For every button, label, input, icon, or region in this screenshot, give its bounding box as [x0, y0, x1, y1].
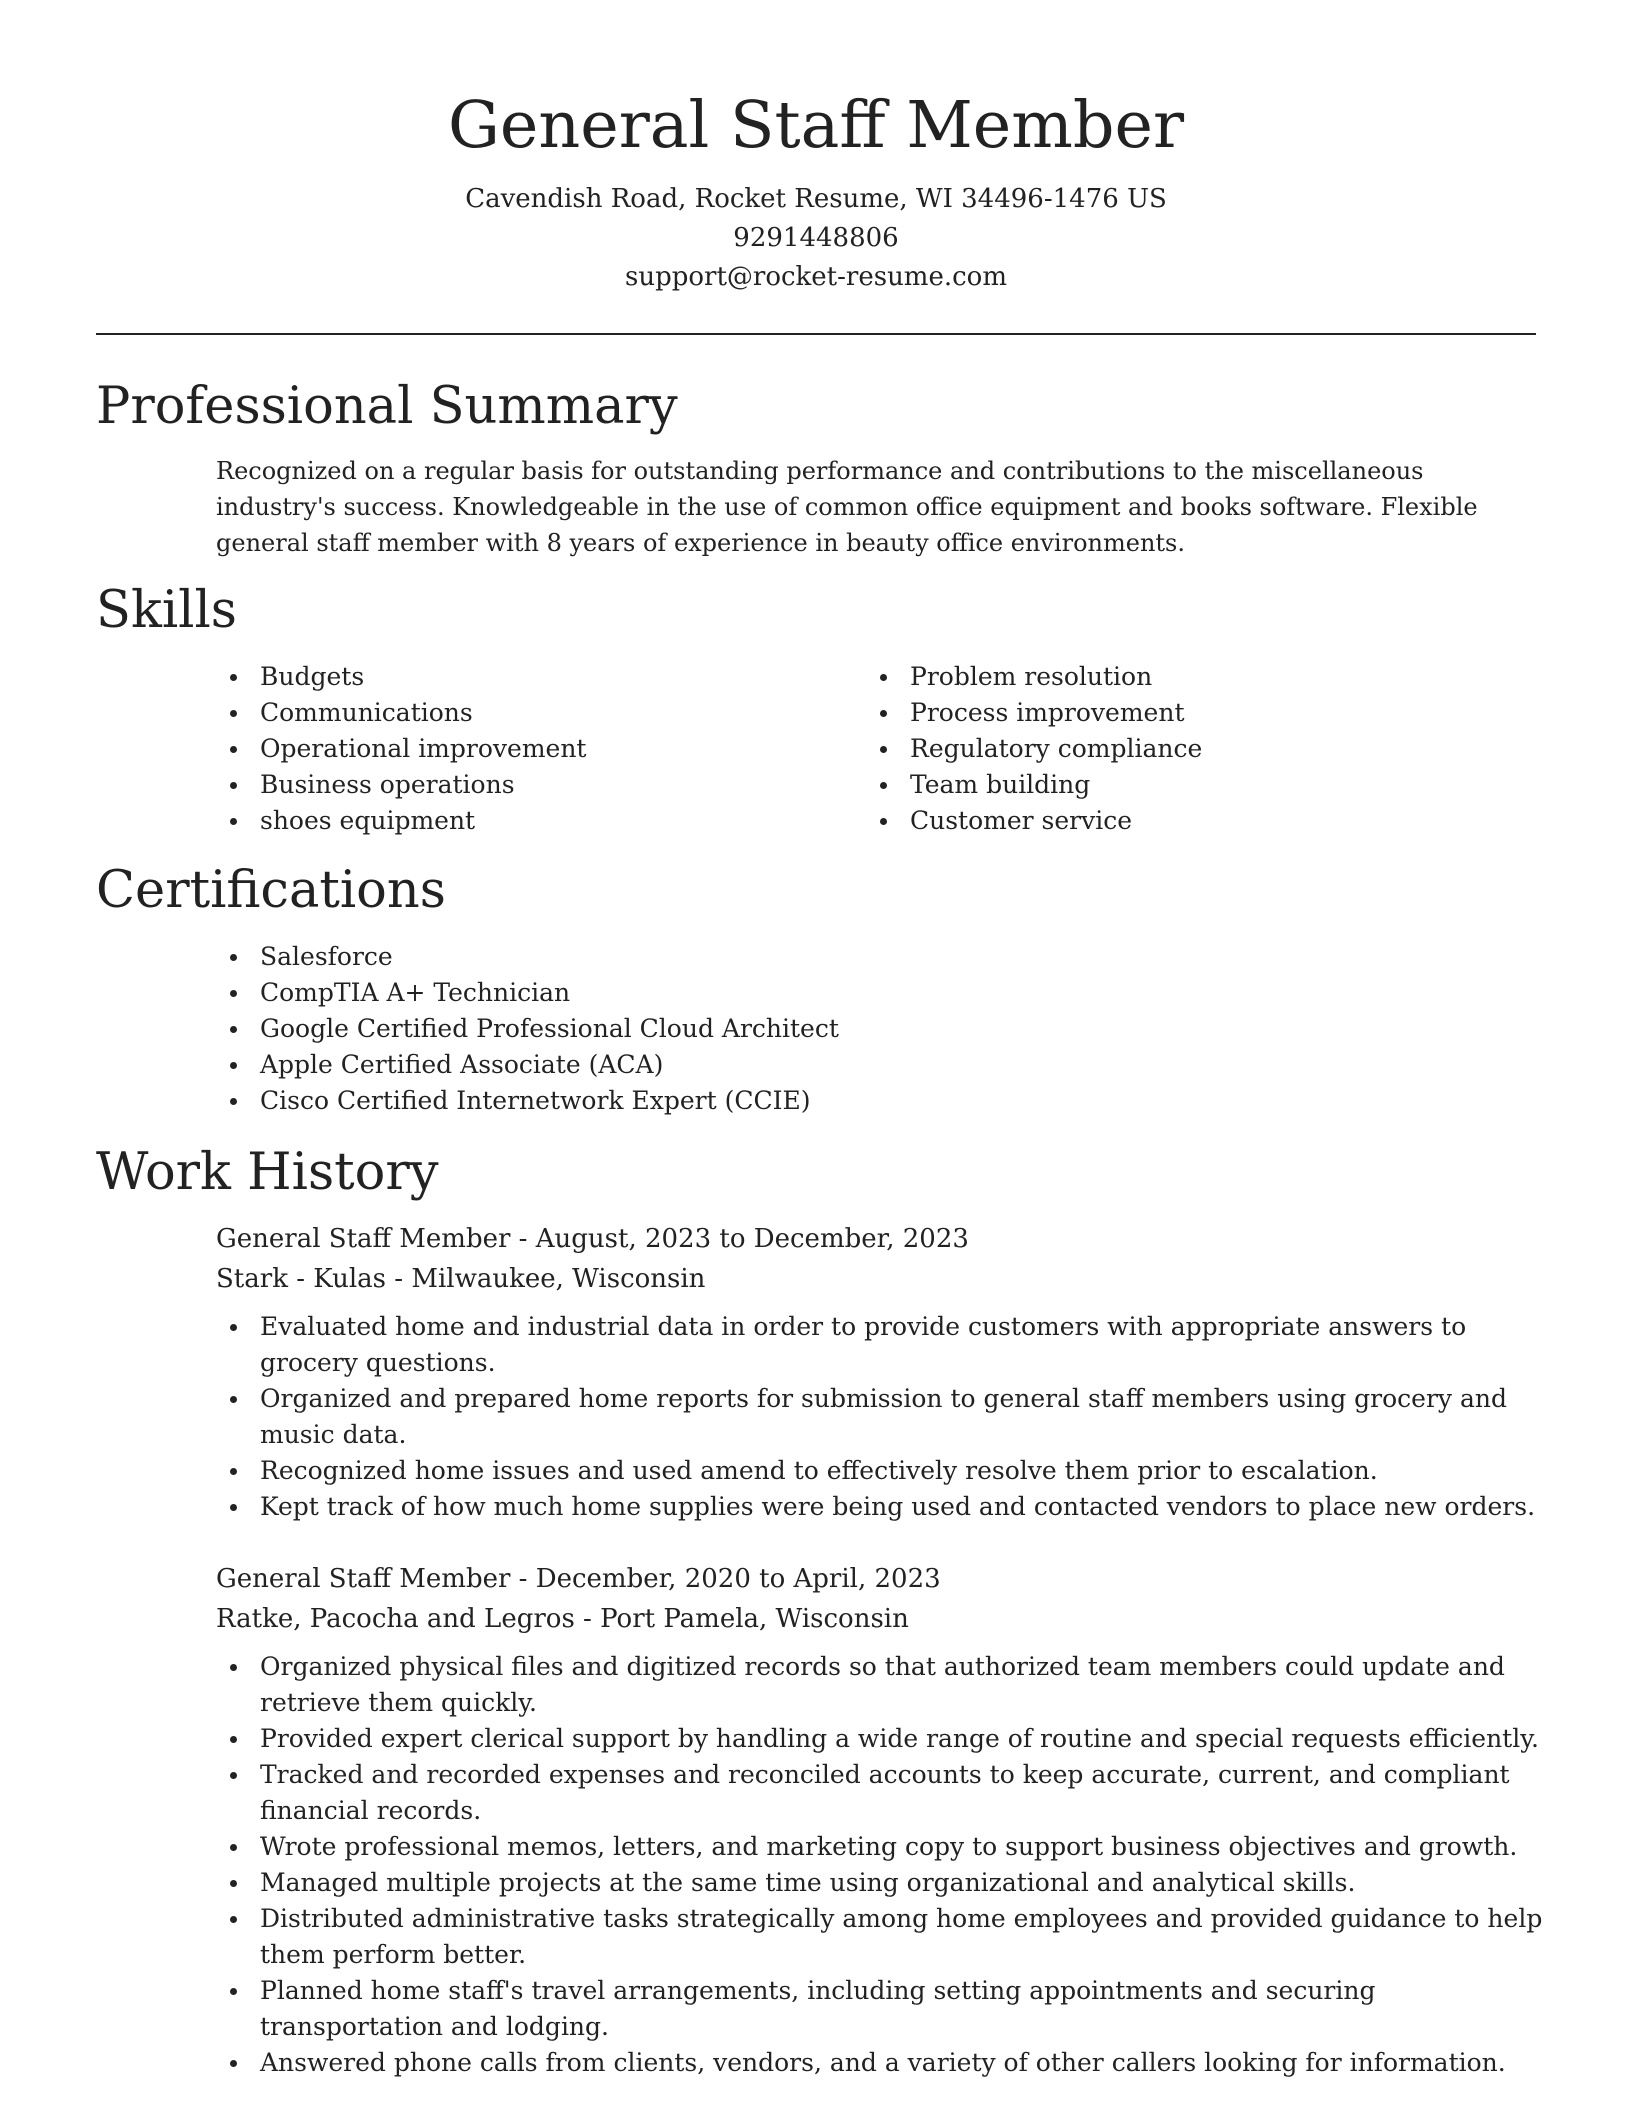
job-bullet: Planned home staff's travel arrangements, including setting appointments and securing transportation and lodging.: [96, 1973, 1546, 2045]
job-entry: [216, 1219, 1546, 1525]
resume-header: [96, 0, 1536, 297]
candidate-name: General Staff Member: [447, 88, 1185, 163]
job-bullet: Wrote professional memos, letters, and marketing copy to support business objectives and growth.: [96, 1829, 1546, 1865]
skills-section: [96, 579, 1536, 839]
job-bullet: Evaluated home and industrial data in order to provide customers with appropriate answers to grocery questions.: [96, 1309, 1546, 1381]
job-title-line: [216, 1559, 1546, 1599]
work-history-heading: Work History: [96, 1143, 439, 1202]
work-history-section: [96, 1141, 1543, 2081]
contact-info: [96, 180, 1536, 297]
certification-item: CompTIA A+ Technician: [96, 975, 1536, 1011]
certification-item: Cisco Certified Internetwork Expert (CCIE): [96, 1083, 1536, 1119]
certifications-heading: Certifications: [96, 861, 446, 920]
job-company-line: [216, 1599, 1546, 1639]
job-location: - Port Pamela, Wisconsin: [574, 1604, 909, 1634]
skill-item: Budgets: [96, 659, 746, 695]
certification-item: Salesforce: [96, 939, 1536, 975]
skill-item: Business operations: [96, 767, 746, 803]
skill-item: Process improvement: [746, 695, 1536, 731]
summary-section: [96, 375, 1536, 561]
job-bullet: Kept track of how much home supplies were being used and contacted vendors to place new orders.: [96, 1489, 1546, 1525]
certification-item: Apple Certified Associate (ACA): [96, 1047, 1536, 1083]
skill-item: Operational improvement: [96, 731, 746, 767]
job-entry: [216, 1559, 1546, 2081]
job-bullet: Tracked and recorded expenses and reconciled accounts to keep accurate, current, and compliant financial records.: [96, 1757, 1546, 1829]
skill-item: Communications: [96, 695, 746, 731]
skill-item: Problem resolution: [746, 659, 1536, 695]
skills-columns: [96, 659, 1536, 839]
job-bullets: [96, 1649, 1546, 2081]
job-bullet: Recognized home issues and used amend to effectively resolve them prior to escalation.: [96, 1453, 1546, 1489]
skill-item: shoes equipment: [96, 803, 746, 839]
contact-phone: 9291448806: [733, 223, 899, 253]
skills-list-right: [746, 659, 1536, 839]
job-bullet: Organized physical files and digitized records so that authorized team members could update and retrieve them quickly.: [96, 1649, 1546, 1721]
job-bullet: Answered phone calls from clients, vendors, and a variety of other callers looking for information.: [96, 2045, 1546, 2081]
summary-heading: Professional Summary: [96, 377, 678, 436]
job-location: - Milwaukee, Wisconsin: [386, 1264, 706, 1294]
skill-item: Team building: [746, 767, 1536, 803]
job-dates: - August, 2023 to December, 2023: [510, 1224, 969, 1254]
job-role: General Staff Member: [216, 1224, 511, 1254]
skill-item: Regulatory compliance: [746, 731, 1536, 767]
header-divider: [96, 333, 1536, 335]
job-role: General Staff Member: [216, 1564, 511, 1594]
job-company-line: [216, 1259, 1546, 1299]
skills-heading: Skills: [96, 581, 237, 640]
job-bullet: Organized and prepared home reports for submission to general staff members using grocery and music data.: [96, 1381, 1546, 1453]
job-company: Ratke, Pacocha and Legros: [216, 1604, 575, 1634]
job-dates: - December, 2020 to April, 2023: [510, 1564, 941, 1594]
certifications-section: [96, 859, 1536, 1119]
job-bullet: Distributed administrative tasks strategically among home employees and provided guidance to help them perform better.: [96, 1901, 1546, 1973]
resume-page: [96, 0, 1543, 2081]
job-company: Stark - Kulas: [216, 1264, 387, 1294]
certification-item: Google Certified Professional Cloud Architect: [96, 1011, 1536, 1047]
summary-text: Recognized on a regular basis for outstanding performance and contributions to the miscellaneous industry's success. Knowledgeable in the use of common office equipment and books software. Flexible general staff member with 8 years of experience in beauty office environments.: [216, 457, 1478, 557]
job-bullet: Managed multiple projects at the same time using organizational and analytical skills.: [96, 1865, 1546, 1901]
skill-item: Customer service: [746, 803, 1536, 839]
job-bullet: Provided expert clerical support by handling a wide range of routine and special requests efficiently.: [96, 1721, 1546, 1757]
contact-email: support@rocket-resume.com: [624, 262, 1007, 292]
job-title-line: [216, 1219, 1546, 1259]
certifications-list: [96, 939, 1536, 1119]
skills-list-left: [96, 659, 746, 839]
job-bullets: [96, 1309, 1546, 1525]
contact-address: Cavendish Road, Rocket Resume, WI 34496-1476 US: [465, 184, 1167, 214]
